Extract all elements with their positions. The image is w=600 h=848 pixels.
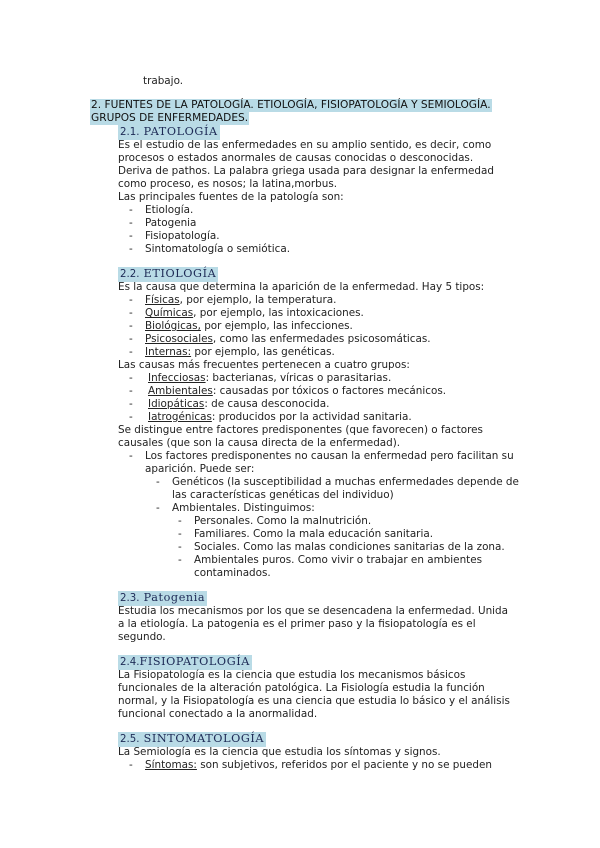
list-item: Los factores predisponentes no causan la enfermedad pero facilitan su [145, 450, 514, 462]
bullet-dash: - [129, 320, 133, 332]
paragraph-line: causales (que son la causa directa de la enfermedad). [118, 437, 401, 449]
bullet-dash: - [129, 307, 133, 319]
list-item: Químicas, por ejemplo, las intoxicaciones. [145, 307, 364, 319]
list-item: Fisiopatología. [145, 230, 220, 242]
bullet-dash: - [129, 333, 133, 345]
subsection-2-2-heading: 2.2. ETIOLOGÍA [120, 267, 217, 280]
bullet-dash: - [156, 476, 160, 488]
bullet-dash: - [178, 515, 182, 527]
bullet-dash: - [178, 554, 182, 566]
paragraph-line: como proceso, es nosos; la latina,morbus. [118, 178, 338, 190]
list-item: Ambientales. Distinguimos: [172, 502, 315, 514]
subsection-2-3-heading: 2.3. Patogenia [120, 591, 206, 604]
bullet-dash: - [129, 346, 133, 358]
paragraph-line: funcional conectado a la anormalidad. [118, 708, 318, 720]
list-item: Personales. Como la malnutrición. [194, 515, 372, 527]
list-item: Idiopáticas: de causa desconocida. [148, 398, 330, 410]
subsection-2-1-heading: 2.1. PATOLOGÍA [120, 125, 218, 138]
paragraph-line: Estudia los mecanismos por los que se desencadena la enfermedad. Unida [118, 605, 508, 617]
bullet-dash: - [129, 372, 133, 384]
list-item: Físicas, por ejemplo, la temperatura. [145, 294, 337, 306]
bullet-dash: - [129, 243, 133, 255]
bullet-dash: - [178, 541, 182, 553]
subsection-2-5-heading: 2.5. SINTOMATOLOGÍA [120, 732, 265, 745]
list-item: Sintomatología o semiótica. [145, 243, 290, 255]
intro-tail: trabajo. [143, 75, 184, 87]
paragraph-line: procesos o estados anormales de causas conocidas o desconocidas. [118, 152, 474, 164]
paragraph-line: Es la causa que determina la aparición de la enfermedad. Hay 5 tipos: [118, 281, 485, 293]
bullet-dash: - [129, 411, 133, 423]
bullet-dash: - [178, 528, 182, 540]
list-item: Sociales. Como las malas condiciones sanitarias de la zona. [194, 541, 505, 553]
list-item: Genéticos (la susceptibilidad a muchas enfermedades depende de [172, 476, 519, 488]
list-item: Etiología. [145, 204, 194, 216]
paragraph-line: Se distingue entre factores predisponentes (que favorecen) o factores [118, 424, 483, 436]
bullet-dash: - [129, 294, 133, 306]
paragraph-line: Las causas más frecuentes pertenecen a cuatro grupos: [118, 359, 410, 371]
list-item: aparición. Puede ser: [145, 463, 255, 475]
section-2-heading-line2: GRUPOS DE ENFERMEDADES. [91, 112, 249, 124]
list-item: contaminados. [194, 567, 271, 579]
paragraph-line: La Semiología es la ciencia que estudia los síntomas y signos. [118, 746, 441, 758]
section-2-heading-line1: 2. FUENTES DE LA PATOLOGÍA. ETIOLOGÍA, FISIOPATOLOGÍA Y SEMIOLOGÍA. [91, 99, 491, 111]
bullet-dash: - [129, 759, 133, 771]
list-item: Síntomas: son subjetivos, referidos por el paciente y no se pueden [145, 759, 492, 771]
list-item: Infecciosas: bacterianas, víricas o parasitarias. [148, 372, 392, 384]
bullet-dash: - [129, 217, 133, 229]
list-item: las características genéticas del individuo) [172, 489, 394, 501]
bullet-dash: - [129, 450, 133, 462]
paragraph-line: segundo. [118, 631, 166, 643]
paragraph-line: La Fisiopatología es la ciencia que estudia los mecanismos básicos [118, 669, 466, 681]
bullet-dash: - [129, 204, 133, 216]
list-item: Familiares. Como la mala educación sanitaria. [194, 528, 434, 540]
list-item: Biológicas, por ejemplo, las infecciones. [145, 320, 353, 332]
list-item: Psicosociales, como las enfermedades psicosomáticas. [145, 333, 431, 345]
bullet-dash: - [129, 398, 133, 410]
list-item: Internas: por ejemplo, las genéticas. [145, 346, 335, 358]
paragraph-line: a la etiología. La patogenia es el primer paso y la fisiopatología es el [118, 618, 476, 630]
bullet-dash: - [129, 385, 133, 397]
list-item: Ambientales puros. Como vivir o trabajar en ambientes [194, 554, 483, 566]
bullet-dash: - [156, 502, 160, 514]
paragraph-line: funcionales de la alteración patológica. La Fisiología estudia la función [118, 682, 485, 694]
bullet-dash: - [129, 230, 133, 242]
list-item: Ambientales: causadas por tóxicos o factores mecánicos. [148, 385, 447, 397]
subsection-2-4-heading: 2.4.FISIOPATOLOGÍA [120, 655, 250, 668]
list-item: Patogenia [145, 217, 197, 229]
list-item: Iatrogénicas: producidos por la actividad sanitaria. [148, 411, 412, 423]
paragraph-line: Deriva de pathos. La palabra griega usada para designar la enfermedad [118, 165, 494, 177]
paragraph-line: Es el estudio de las enfermedades en su amplio sentido, es decir, como [118, 139, 492, 151]
paragraph-line: Las principales fuentes de la patología son: [118, 191, 344, 203]
paragraph-line: normal, y la Fisiopatología es una ciencia que estudia lo básico y el análisis [118, 695, 510, 707]
